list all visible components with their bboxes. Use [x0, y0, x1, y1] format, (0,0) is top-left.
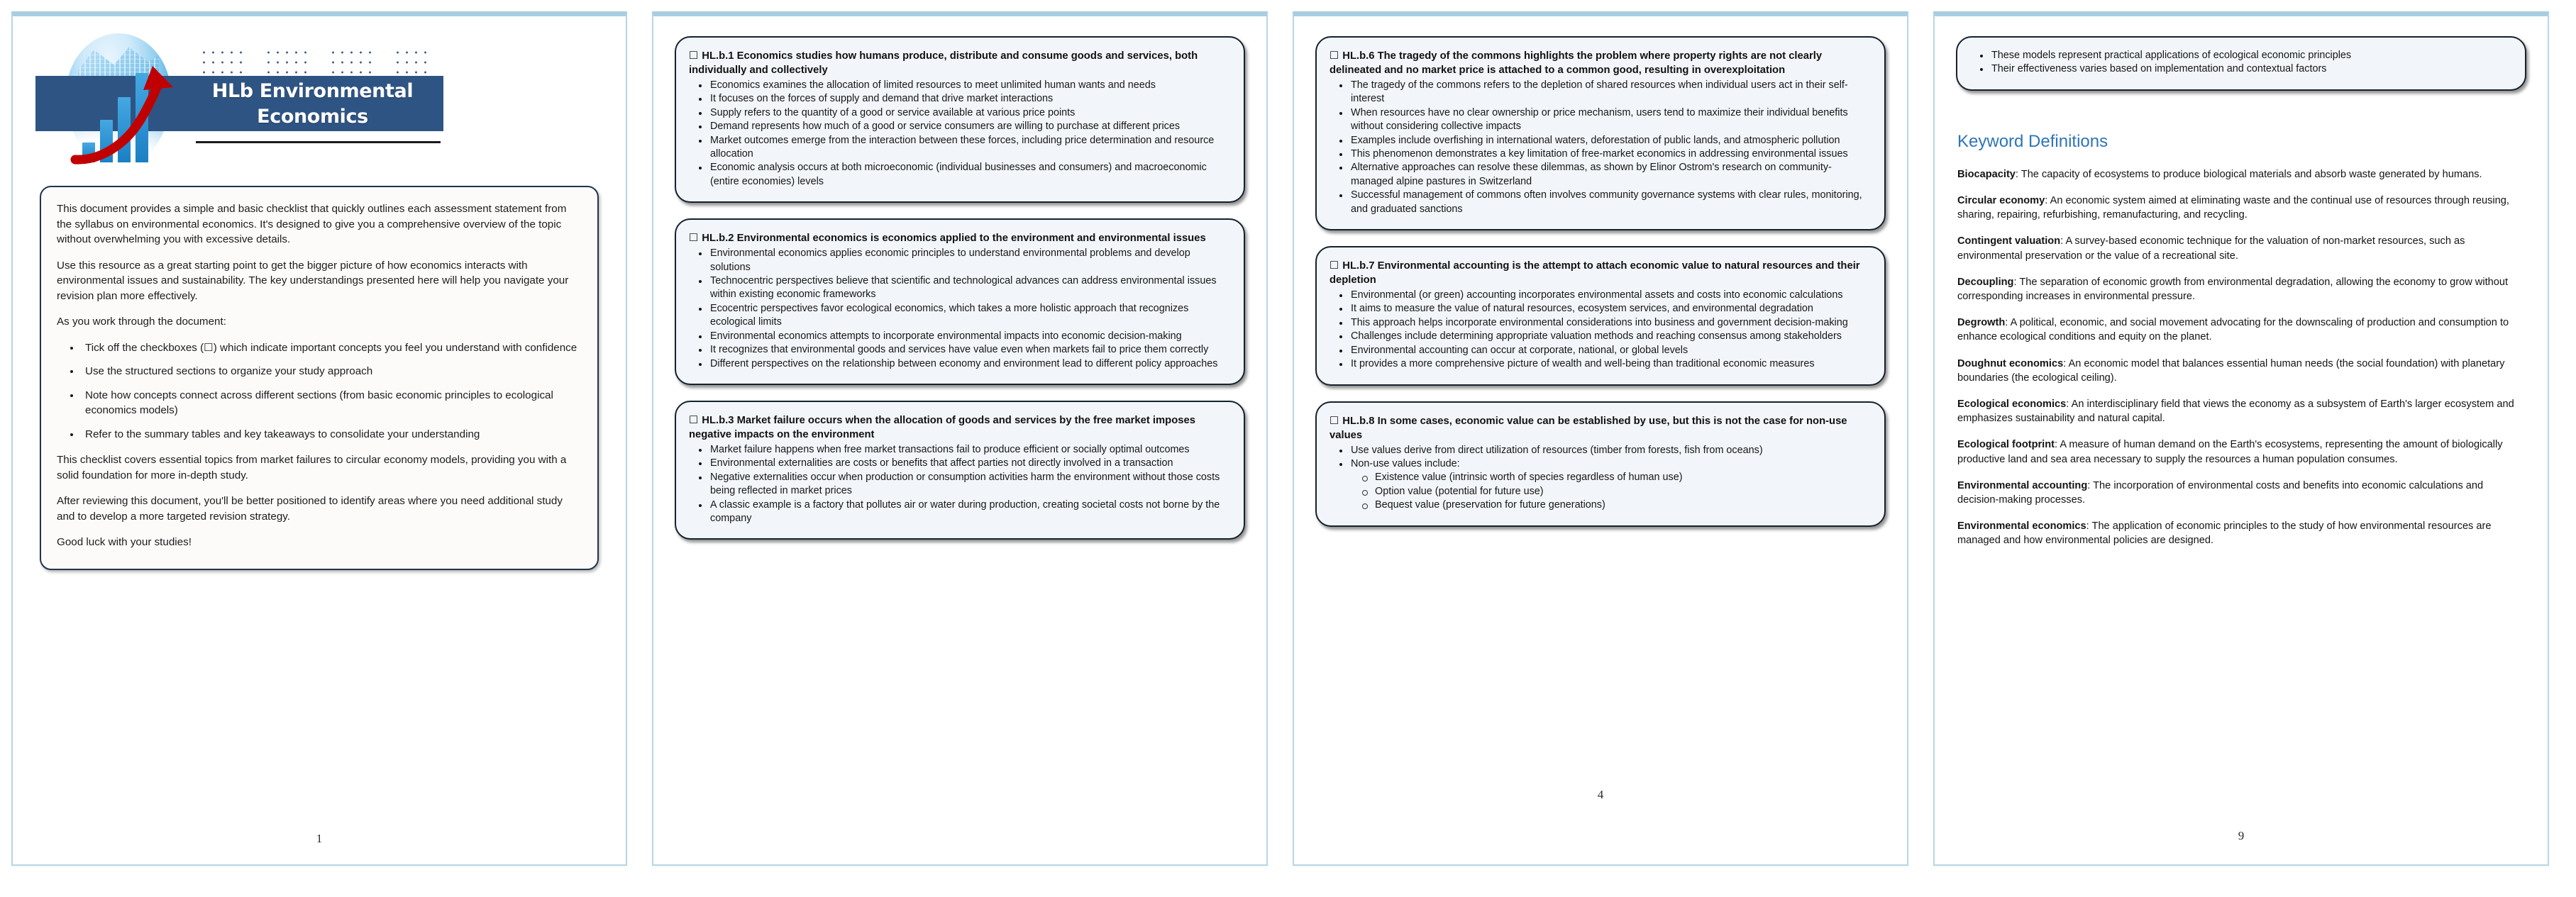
card-title	[689, 49, 1229, 77]
page-3	[1293, 11, 1908, 866]
list-item: Examples include overfishing in international waters, deforestation of public lands, and atmospheric pollution	[1349, 134, 1870, 147]
list-item: The tragedy of the commons refers to the depletion of shared resources when individual users act in their self-interest	[1349, 79, 1870, 106]
checklist-card-hlb2[interactable]	[675, 218, 1245, 385]
card-title	[1330, 259, 1870, 287]
checkbox-icon[interactable]: ☐	[1330, 260, 1339, 272]
keyword-term: Environmental accounting	[1957, 479, 2088, 491]
checkbox-icon[interactable]: ☐	[689, 50, 699, 62]
list-item: Environmental accounting can occur at corporate, national, or global levels	[1349, 344, 1870, 357]
checkbox-icon[interactable]: ☐	[1330, 50, 1339, 62]
checklist-cards	[1949, 26, 2533, 91]
list-item: Negative externalities occur when production or consumption activities harm the environment without those costs being reflected in market prices	[709, 471, 1229, 498]
keyword-definition: An economic model that balances essential human needs (the social foundation) with planetary boundaries (the ecological ceiling).	[1957, 357, 2505, 384]
keyword-term: Degrowth	[1957, 317, 2006, 329]
list-item: Market outcomes emerge from the interaction between these forces, including price determination and resource allocation	[709, 134, 1229, 162]
list-item: Successful management of commons often involves community governance systems with clear rules, monitoring, and graduated sanctions	[1349, 189, 1870, 216]
intro-closing-paragraph: After reviewing this document, you'll be better positioned to identify areas where you need additional study and to develop a more targeted revision strategy.	[57, 495, 563, 523]
card-title-text: HL.b.7 Environmental accounting is the attempt to attach economic value to natural resources and their depletion	[1330, 260, 1860, 286]
keyword-term: Contingent valuation	[1957, 235, 2061, 247]
page-4-content	[1935, 16, 2548, 864]
list-item: When resources have no clear ownership or price mechanism, users tend to maximize their individual benefits without considering collective impacts	[1349, 106, 1870, 134]
page-number: 1	[316, 832, 323, 845]
page-2-content	[653, 16, 1266, 864]
checkbox-icon[interactable]: ☐	[689, 232, 699, 245]
list-item: Demand represents how much of a good or service consumers are willing to purchase at different prices	[709, 120, 1229, 133]
page-number: 9	[2238, 829, 2245, 842]
keyword-definition: A survey-based economic technique for the valuation of non-market resources, such as environmental preservation or the value of a recreational site.	[1957, 235, 2465, 262]
list-item: Use values derive from direct utilization of resources (timber from forests, fish from oceans)	[1349, 444, 1870, 457]
keyword-definition-item: Environmental accounting: The incorporation of environmental costs and benefits into economic calculations and decision-making processes.	[1957, 479, 2484, 506]
checklist-card-hlb1[interactable]	[675, 36, 1245, 203]
document-title-line1: HLb Environmental	[211, 80, 414, 102]
intro-bullet-list	[57, 340, 582, 442]
intro-closing-paragraph: Good luck with your studies!	[57, 536, 192, 548]
card-title-text: HL.b.1 Economics studies how humans produce, distribute and consume goods and services, both individually and collectively	[689, 50, 1198, 76]
keyword-definition-item: Circular economy: An economic system aimed at eliminating waste and the continual use of resources through reusing, sharing, repairing, refurbishing, remanufacturing, and recycling.	[1957, 195, 2509, 221]
list-item: Non-use values include:	[1349, 457, 1870, 471]
logo-underline-rule	[196, 141, 441, 143]
list-item: It focuses on the forces of supply and demand that drive market interactions	[709, 92, 1229, 106]
checklist-card-hlb7[interactable]	[1315, 246, 1886, 385]
keyword-definition-item: Ecological footprint: A measure of human demand on the Earth's ecosystems, representing the amount of biologically productive land and sea area necessary to supply the resources a human population consumes.	[1957, 439, 2503, 465]
keyword-definition: An interdisciplinary field that views the economy as a subsystem of Earth's larger ecosystem and emphasizes sustainability and natural capital.	[1957, 399, 2514, 425]
checklist-card-hlb8[interactable]	[1315, 401, 1886, 527]
list-item: Market failure happens when free market transactions fail to produce efficient or socially optimal outcomes	[709, 443, 1229, 457]
checklist-cards	[1308, 26, 1893, 527]
checkbox-icon[interactable]: ☐	[1330, 414, 1339, 427]
keyword-definition: An economic system aimed at eliminating waste and the continual use of resources through reusing, sharing, repairing, refurbishing, remanufacturing, and recycling.	[1957, 195, 2509, 221]
intro-card	[40, 186, 599, 570]
keyword-definition-item: Biocapacity: The capacity of ecosystems to produce biological materials and absorb waste generated by humans.	[1957, 168, 2482, 180]
intro-paragraph: This document provides a simple and basic checklist that quickly outlines each assessment statement from the syllabus on environmental economics. It's designed to give you a comprehensive overview of the topic without overwhelming you with excessive details.	[57, 203, 567, 245]
page-1-content	[13, 16, 626, 864]
card-bullet-list	[689, 443, 1229, 525]
list-item: Option value (potential for future use)	[1373, 485, 1870, 498]
red-growth-arrow-icon	[70, 55, 190, 172]
keyword-definition: The incorporation of environmental costs and benefits into economic calculations and decision-making processes.	[1957, 479, 2484, 506]
card-title-text: HL.b.6 The tragedy of the commons highlights the problem where property rights are not clearly delineated and no market price is attached to a common good, resulting in overexploitation	[1330, 50, 1823, 76]
keyword-definition-item: Environmental economics: The application of economic principles to the study of how environmental resources are managed and how environmental policies are designed.	[1957, 520, 2492, 547]
card-bullet-list	[1330, 79, 1870, 216]
list-item: These models represent practical applications of ecological economic principles	[1990, 49, 2511, 62]
keyword-definitions-heading: Keyword Definitions	[1957, 131, 2108, 151]
card-title-text: HL.b.2 Environmental economics is economics applied to the environment and environmental issues	[702, 233, 1206, 245]
list-item: Environmental economics applies economic principles to understand environmental problems and develop solutions	[709, 247, 1229, 274]
keyword-definitions-list	[1949, 167, 2533, 548]
checklist-card-hlb6[interactable]	[1315, 36, 1886, 230]
list-item: It provides a more comprehensive picture of wealth and well-being than traditional economic measures	[1349, 357, 1870, 371]
keyword-definition: A political, economic, and social movement advocating for the downscaling of production and consumption to enhance ecological conditions and equity on the planet.	[1957, 317, 2509, 343]
checklist-card-hlb3[interactable]	[675, 401, 1245, 540]
intro-closing-paragraph: This checklist covers essential topics from market failures to circular economy models, providing you with a solid foundation for more in-depth study.	[57, 454, 567, 481]
list-item: This phenomenon demonstrates a key limitation of free-market economics in addressing environmental issues	[1349, 147, 1870, 161]
keyword-definition-item: Decoupling: The separation of economic growth from environmental degradation, allowing the economy to grow without corresponding increases in environmental pressure.	[1957, 276, 2509, 303]
list-item: Economic analysis occurs at both microeconomic (individual businesses and consumers) and macroeconomic (entire economies) levels	[709, 161, 1229, 189]
card-bullet-list	[689, 247, 1229, 371]
keyword-term: Doughnut economics	[1957, 357, 2064, 369]
card-title	[1330, 49, 1870, 77]
card-title-text: HL.b.3 Market failure occurs when the allocation of goods and services by the free market imposes negative impacts on the environment	[689, 414, 1195, 440]
keyword-term: Circular economy	[1957, 195, 2045, 207]
list-item: Economics examines the allocation of limited resources to meet unlimited human wants and needs	[709, 79, 1229, 92]
checkbox-icon[interactable]: ☐	[689, 413, 699, 426]
card-bullet-list	[689, 79, 1229, 189]
list-item: It aims to measure the value of natural resources, ecosystem services, and environmental degradation	[1349, 302, 1870, 316]
page-2	[652, 11, 1268, 866]
list-item: Challenges include determining appropriate valuation methods and reaching consensus among stakeholders	[1349, 330, 1870, 343]
keyword-definition: The application of economic principles to the study of how environmental resources are managed and how environmental policies are designed.	[1957, 520, 2492, 547]
list-item: Alternative approaches can resolve these dilemmas, as shown by Elinor Ostrom's research on community-managed alpine pastures in Switzerland	[1349, 161, 1870, 189]
checklist-card-continuation[interactable]	[1956, 36, 2526, 91]
card-bullet-list	[1330, 444, 1870, 513]
list-item: • Use the structured sections to organize your study approach	[81, 364, 582, 379]
list-item: Technocentric perspectives believe that scientific and technological advances can address environmental issues within existing economic frameworks	[709, 274, 1229, 302]
list-item: Bequest value (preservation for future generations)	[1373, 498, 1870, 512]
page-4	[1933, 11, 2549, 866]
list-item: Environmental economics attempts to incorporate environmental impacts into economic decision-making	[709, 330, 1229, 343]
card-title-text: HL.b.8 In some cases, economic value can be established by use, but this is not the case for non-use values	[1330, 415, 1847, 441]
card-title	[689, 231, 1229, 245]
document-header-logo	[27, 26, 612, 179]
intro-paragraph: As you work through the document:	[57, 316, 226, 328]
intro-paragraph: Use this resource as a great starting point to get the bigger picture of how economics interacts with environmental issues and sustainability. The key understandings presented here will help you navigate your revision plan more effectively.	[57, 259, 569, 302]
list-item: • Tick off the checkboxes (☐) which indicate important concepts you feel you understand with confidence	[81, 340, 582, 356]
list-item: It recognizes that environmental goods and services have value even when markets fail to price them correctly	[709, 343, 1229, 357]
keyword-definition: The separation of economic growth from environmental degradation, allowing the economy to grow without corresponding increases in environmental pressure.	[1957, 276, 2509, 303]
document-title	[179, 79, 446, 130]
checklist-cards	[668, 26, 1252, 540]
list-item: • Note how concepts connect across different sections (from basic economic principles to ecological economics models)	[81, 388, 582, 418]
keyword-term: Ecological economics	[1957, 399, 2067, 411]
list-item: Different perspectives on the relationship between economy and environment lead to different policy approaches	[709, 357, 1229, 371]
document-title-line2: Economics	[257, 106, 368, 128]
list-item: Existence value (intrinsic worth of species regardless of human use)	[1373, 471, 1870, 484]
list-item: Ecocentric perspectives favor ecological economics, which takes a more holistic approach that recognizes ecological limits	[709, 302, 1229, 330]
card-title	[1330, 414, 1870, 442]
dot-pattern-icon	[199, 48, 433, 79]
keyword-definition-item: Degrowth: A political, economic, and social movement advocating for the downscaling of production and consumption to enhance ecological conditions and equity on the planet.	[1957, 317, 2509, 343]
page-1	[11, 11, 627, 866]
list-item: A classic example is a factory that pollutes air or water during production, creating societal costs not borne by the company	[709, 498, 1229, 526]
keyword-term: Biocapacity	[1957, 168, 2016, 180]
list-item: Environmental externalities are costs or benefits that affect parties not directly involved in a transaction	[709, 457, 1229, 470]
list-item: Environmental (or green) accounting incorporates environmental assets and costs into economic calculations	[1349, 289, 1870, 302]
card-sub-bullet-list	[1349, 471, 1870, 512]
keyword-term: Environmental economics	[1957, 520, 2086, 533]
card-bullet-list	[1330, 289, 1870, 371]
list-item: Supply refers to the quantity of a good or service available at various price points	[709, 106, 1229, 120]
card-bullet-list	[1970, 49, 2511, 77]
keyword-term: Decoupling	[1957, 276, 2014, 288]
list-item: This approach helps incorporate environmental considerations into business and government decision-making	[1349, 316, 1870, 330]
page-number: 4	[1597, 788, 1604, 801]
keyword-definition-item: Ecological economics: An interdisciplinary field that views the economy as a subsystem of Earth's larger ecosystem and emphasizes sustainability and natural capital.	[1957, 399, 2514, 425]
keyword-definition: The capacity of ecosystems to produce biological materials and absorb waste generated by humans.	[2021, 168, 2482, 180]
keyword-term: Ecological footprint	[1957, 439, 2055, 451]
card-title	[689, 413, 1229, 442]
keyword-definition-item: Doughnut economics: An economic model that balances essential human needs (the social foundation) with planetary boundaries (the ecological ceiling).	[1957, 357, 2505, 384]
keyword-definition: A measure of human demand on the Earth's ecosystems, representing the amount of biologically productive land and sea area necessary to supply the resources a human population consumes.	[1957, 439, 2503, 465]
list-item: Their effectiveness varies based on implementation and contextual factors	[1990, 62, 2511, 76]
list-item: • Refer to the summary tables and key takeaways to consolidate your understanding	[81, 427, 582, 442]
keyword-definition-item: Contingent valuation: A survey-based economic technique for the valuation of non-market resources, such as environmental preservation or the value of a recreational site.	[1957, 235, 2465, 262]
page-3-content	[1294, 16, 1907, 864]
